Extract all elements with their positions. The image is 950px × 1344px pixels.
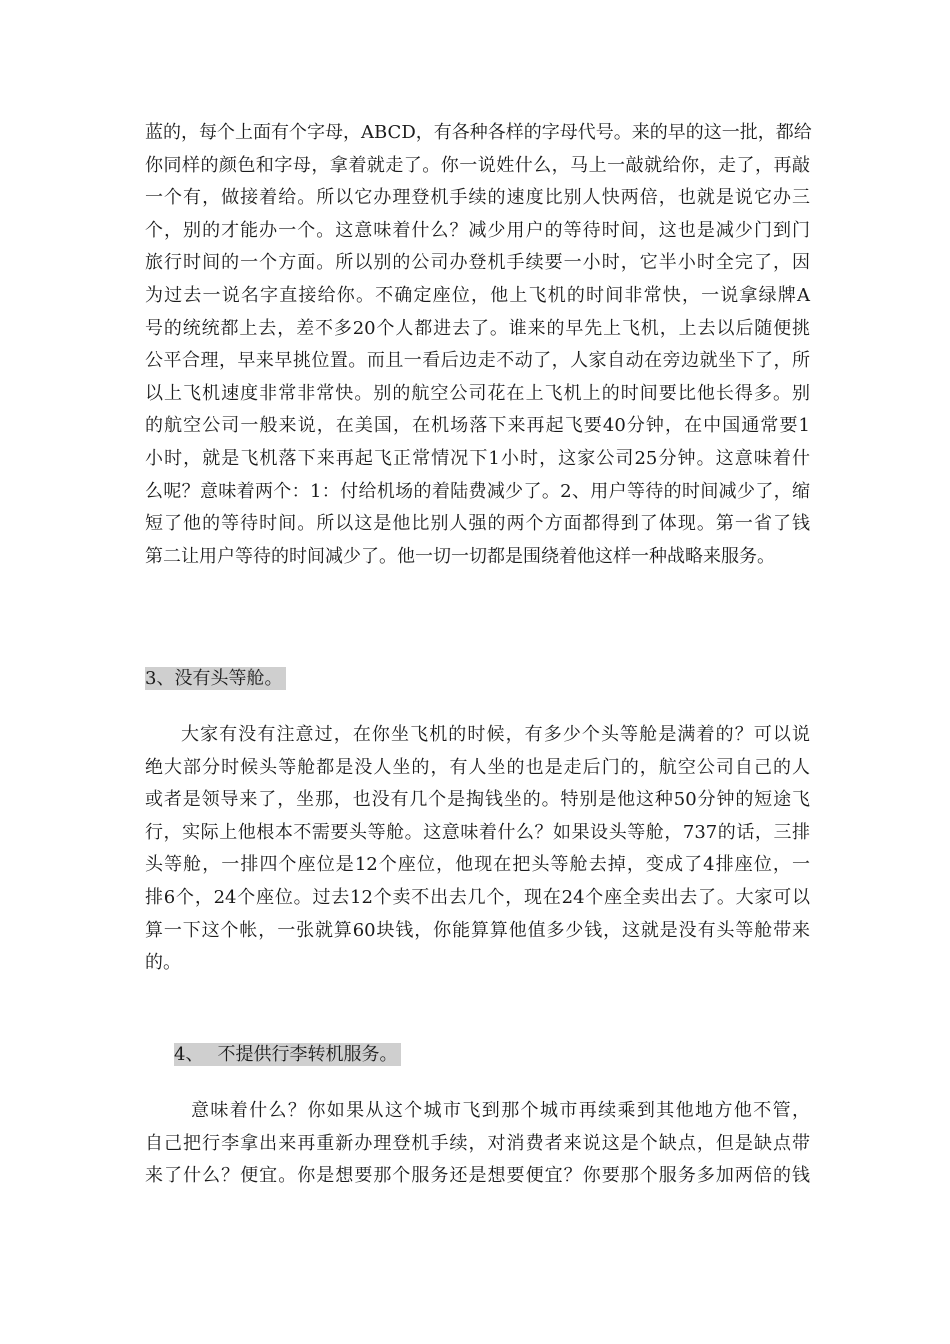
text-line: 你同样的颜色和字母，拿着就走了。你一说姓什么，马上一敲就给你，走了，再敲 — [145, 154, 810, 176]
highlighted-heading-text: 不提供行李转机服务。 — [217, 1043, 401, 1066]
text-line: 的。 — [145, 952, 181, 974]
section-heading-4 — [174, 1042, 401, 1068]
text-line: 第二让用户等待的时间减少了。他一切一切都是围绕着他这样一种战略来服务。 — [145, 545, 775, 567]
heading-number: 4、 — [174, 1043, 217, 1066]
text-line: 行，实际上他根本不需要头等舱。这意味着什么？如果设头等舱，737的话，三排 — [145, 821, 810, 843]
text-line: 一个有，做接着给。所以它办理登机手续的速度比别人快两倍，也就是说它办三 — [145, 187, 810, 209]
text-line: 自己把行李拿出来再重新办理登机手续，对消费者来说这是个缺点，但是缺点带 — [145, 1132, 810, 1154]
text-line: 来了什么？便宜。你是想要那个服务还是想要便宜？你要那个服务多加两倍的钱 — [145, 1165, 810, 1187]
text-line: 头等舱，一排四个座位是12个座位，他现在把头等舱去掉，变成了4排座位，一 — [145, 854, 810, 876]
text-line: 个，别的才能办一个。这意味着什么？减少用户的等待时间，这也是减少门到门 — [145, 219, 810, 241]
text-line: 算一下这个帐，一张就算60块钱，你能算算他值多少钱，这就是没有头等舱带来 — [145, 919, 810, 941]
text-line: 短了他的等待时间。所以这是他比别人强的两个方面都得到了体现。第一省了钱 — [145, 513, 810, 535]
text-line: 排6个，24个座位。过去12个卖不出去几个，现在24个座全卖出去了。大家可以 — [145, 886, 810, 908]
text-line: 以上飞机速度非常非常快。别的航空公司花在上飞机上的时间要比他长得多。别 — [145, 382, 810, 404]
text-line: 意味着什么？你如果从这个城市飞到那个城市再续乘到其他地方他不管， — [191, 1100, 810, 1121]
text-line: 公平合理，早来早挑位置。而且一看后边走不动了，人家自动在旁边就坐下了，所 — [145, 350, 810, 372]
text-line: 小时，就是飞机落下来再起飞正常情况下1小时，这家公司25分钟。这意味着什 — [145, 447, 810, 469]
text-line: 号的统统都上去，差不多20个人都进去了。谁来的早先上飞机，上去以后随便挑 — [145, 317, 810, 339]
paragraph-first-class — [145, 719, 810, 980]
section-heading-3 — [145, 666, 286, 692]
text-line: 的航空公司一般来说，在美国，在机场落下来再起飞要40分钟，在中国通常要1 — [145, 415, 810, 437]
text-line: 或者是领导来了，坐那，也没有几个是掏钱坐的。特别是他这种50分钟的短途飞 — [145, 789, 810, 811]
text-line: 么呢？意味着两个：1：付给机场的着陆费减少了。2、用户等待的时间减少了，缩 — [145, 480, 810, 502]
text-line: 旅行时间的一个方面。所以别的公司办登机手续要一小时，它半小时全完了，因 — [145, 252, 810, 274]
text-line: 蓝的，每个上面有个字母，ABCD，有各种各样的字母代号。来的早的这一批，都给 — [145, 122, 812, 143]
paragraph-check-in — [145, 117, 810, 573]
text-line: 绝大部分时候头等舱都是没人坐的，有人坐的也是走后门的，航空公司自己的人 — [145, 756, 810, 778]
text-line: 为过去一说名字直接给你。不确定座位，他上飞机的时间非常快，一说拿绿牌A — [145, 284, 810, 306]
paragraph-baggage — [145, 1095, 810, 1193]
highlighted-heading-text: 3、没有头等舱。 — [145, 667, 286, 690]
text-line: 大家有没有注意过，在你坐飞机的时候，有多少个头等舱是满着的？可以说 — [181, 724, 810, 745]
